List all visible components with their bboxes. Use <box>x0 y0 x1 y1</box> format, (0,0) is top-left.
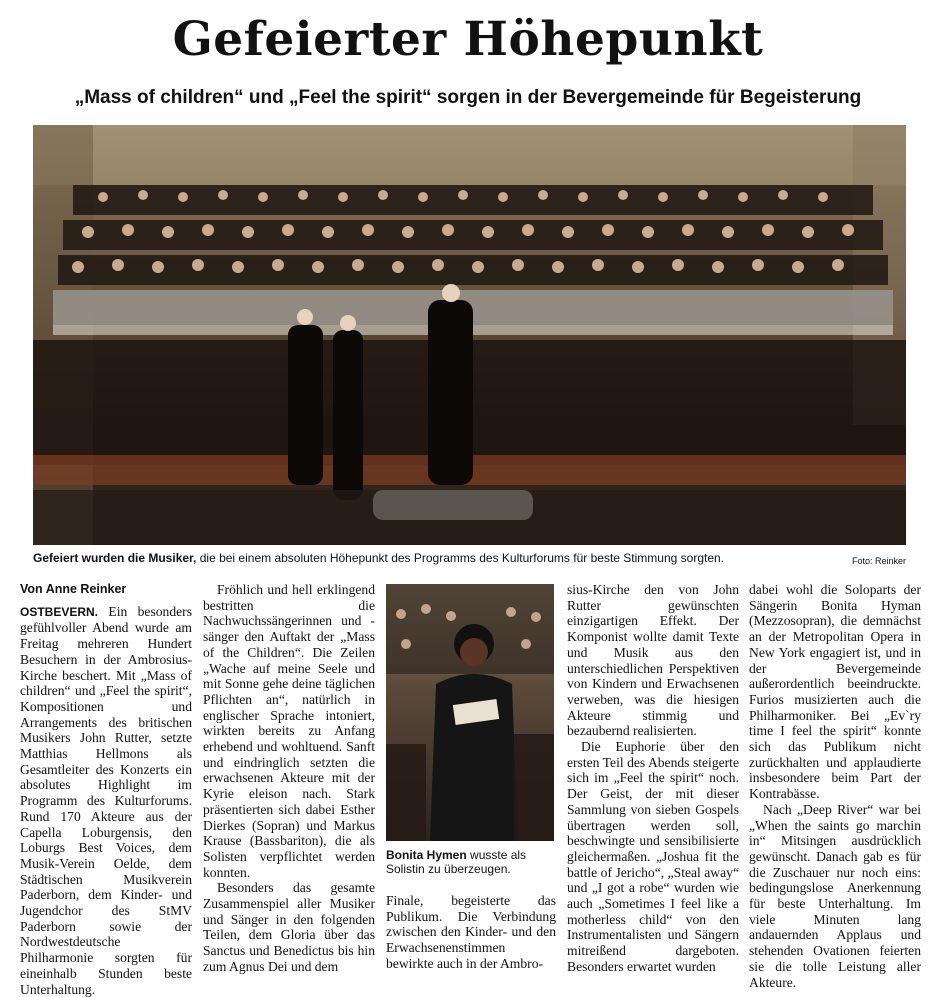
soloist-photo-illustration <box>386 584 554 841</box>
soloist-photo <box>386 584 554 841</box>
main-photo-caption-text: die bei einem absoluten Höhepunkt des Programms des Kulturforums für beste Stimmung sorgten. <box>199 551 725 565</box>
column-1 <box>20 582 192 997</box>
main-photo-caption-lead: Gefeiert wurden die Musiker, <box>33 551 197 565</box>
photo-credit: Foto: Reinker <box>851 556 906 566</box>
soloist-photo-caption <box>386 848 556 876</box>
paragraph: Finale, begeisterte das Publikum. Die Verbindung zwischen den Kinder- und den Erwachsenenstimmen bewirkte auch in der Ambro- <box>386 893 556 971</box>
column-2 <box>203 582 375 975</box>
dateline: OSTBEVERN. <box>20 604 99 619</box>
paragraph: dabei wohl die Soloparts der Sängerin Bonita Hyman (Mezzosopran), die demnächst an der Metropolitan Opera in New York engagiert ist, und in der Bevergemeinde außerordentlich beeindruckte. Furios musizierten auch die Philharmoniker. Bei „Ev`ry time I feel the spirit“ konnte sich das Publikum nicht zurückhalten und applaudierte insbesondere beim Part der Kontrabässe. <box>749 582 921 802</box>
paragraph: sius-Kirche den von John Rutter gewünschten einzigartigen Effekt. Der Komponist wollte damit Texte und Musik aus den unterschiedlichen Perspektiven von Kindern und Erwachsenen verweben, was die hiesigen Akteure stimmig und bezaubernd realisierten. <box>567 582 739 739</box>
concert-photo <box>33 125 906 545</box>
author-byline: Von Anne Reinker <box>20 582 127 596</box>
headline: Gefeierter Höhepunkt <box>172 12 764 67</box>
column-4 <box>567 582 739 975</box>
paragraph: Fröhlich und hell erklingend bestritten die Nachwuchssängerinnen und -sänger den Auftakt der „Mass of the Children“. Die Zeilen „Wache auf meine Seele und mit Sonne gehe deine täglichen Pflichten an“, natürlich in englischer Sprache intoniert, wirkten bereits zu Anfang erhebend und wohltuend. Sanft und eindringlich setzten die erwachsenen Akteure mit der Kyrie eleison nach. Stark präsentierten sich dabei Esther Dierkes (Sopran) und Markus Krause (Bassbariton), die als Solisten verpflichtet werden konnten. <box>203 582 375 880</box>
paragraph: Die Euphorie über den ersten Teil des Abends steigerte sich im „Feel the spirit“ noch. Der Geist, der mit dieser Sammlung von sieben Gospels übertragen werden soll, beschwingte und sensibilisierte gleichermaßen. „Joshua fit the battle of Jericho“, „Steal away“ und „I got a robe“ wurden wie auch „Sometimes I feel like a motherless child“ von den Instrumentalisten und Sängern mitreißend dargeboten. Besonders erwartet wurden <box>567 739 739 974</box>
column-3 <box>386 893 556 972</box>
paragraph <box>20 604 192 997</box>
concert-photo-illustration <box>33 125 906 545</box>
col1-p1-text: Ein besonders gefühlvoller Abend wurde am Freitag mehreren Hundert Besuchern in der Ambrosius-Kirche beschert. Mit „Mass of children“ und „Feel the spirit“, Kompositionen und Arrangements des britischen Musikers John Rutter, setzte Matthias Hellmons als Gesamtleiter des Konzerts ein absolutes Highlight im Programm des Kulturforums. Rund 170 Akteure aus der Capella Loburgensis, den Loburgs Best Voices, dem Musik-Verein Oelde, dem Städtischen Musikverein Paderborn, dem Kinder- und Jugendchor des StMV Paderborn sowie der Nordwestdeutsche Philharmonie sorgten für eineinhalb Stunden beste Unterhaltung. <box>20 603 192 997</box>
paragraph: Besonders das gesamte Zusammenspiel aller Musiker und Sänger in den folgenden Teilen, dem Gloria über das Sanctus und Benedictus bis hin zum Agnus Dei und dem <box>203 880 375 974</box>
column-5 <box>749 582 921 990</box>
subheadline: „Mass of children“ und „Feel the spirit“ sorgen in der Bevergemeinde für Begeisterung <box>74 87 862 108</box>
soloist-caption-text: wusste als Solistin zu überzeugen. <box>386 848 527 876</box>
soloist-caption-lead: Bonita Hymen <box>386 848 467 862</box>
paragraph: Nach „Deep River“ war bei „When the saints go marchin in“ Mitsingen ausdrücklich gewünscht. Danach gab es für die Zuschauer nur noch eins: bedingungslose Anerkennung für beste Unterhaltung. Im viele Minuten lang andauernden Applaus und stehenden Ovationen feierten sie die tolle Leistung aller Akteure. <box>749 801 921 990</box>
main-photo-caption <box>33 551 906 565</box>
